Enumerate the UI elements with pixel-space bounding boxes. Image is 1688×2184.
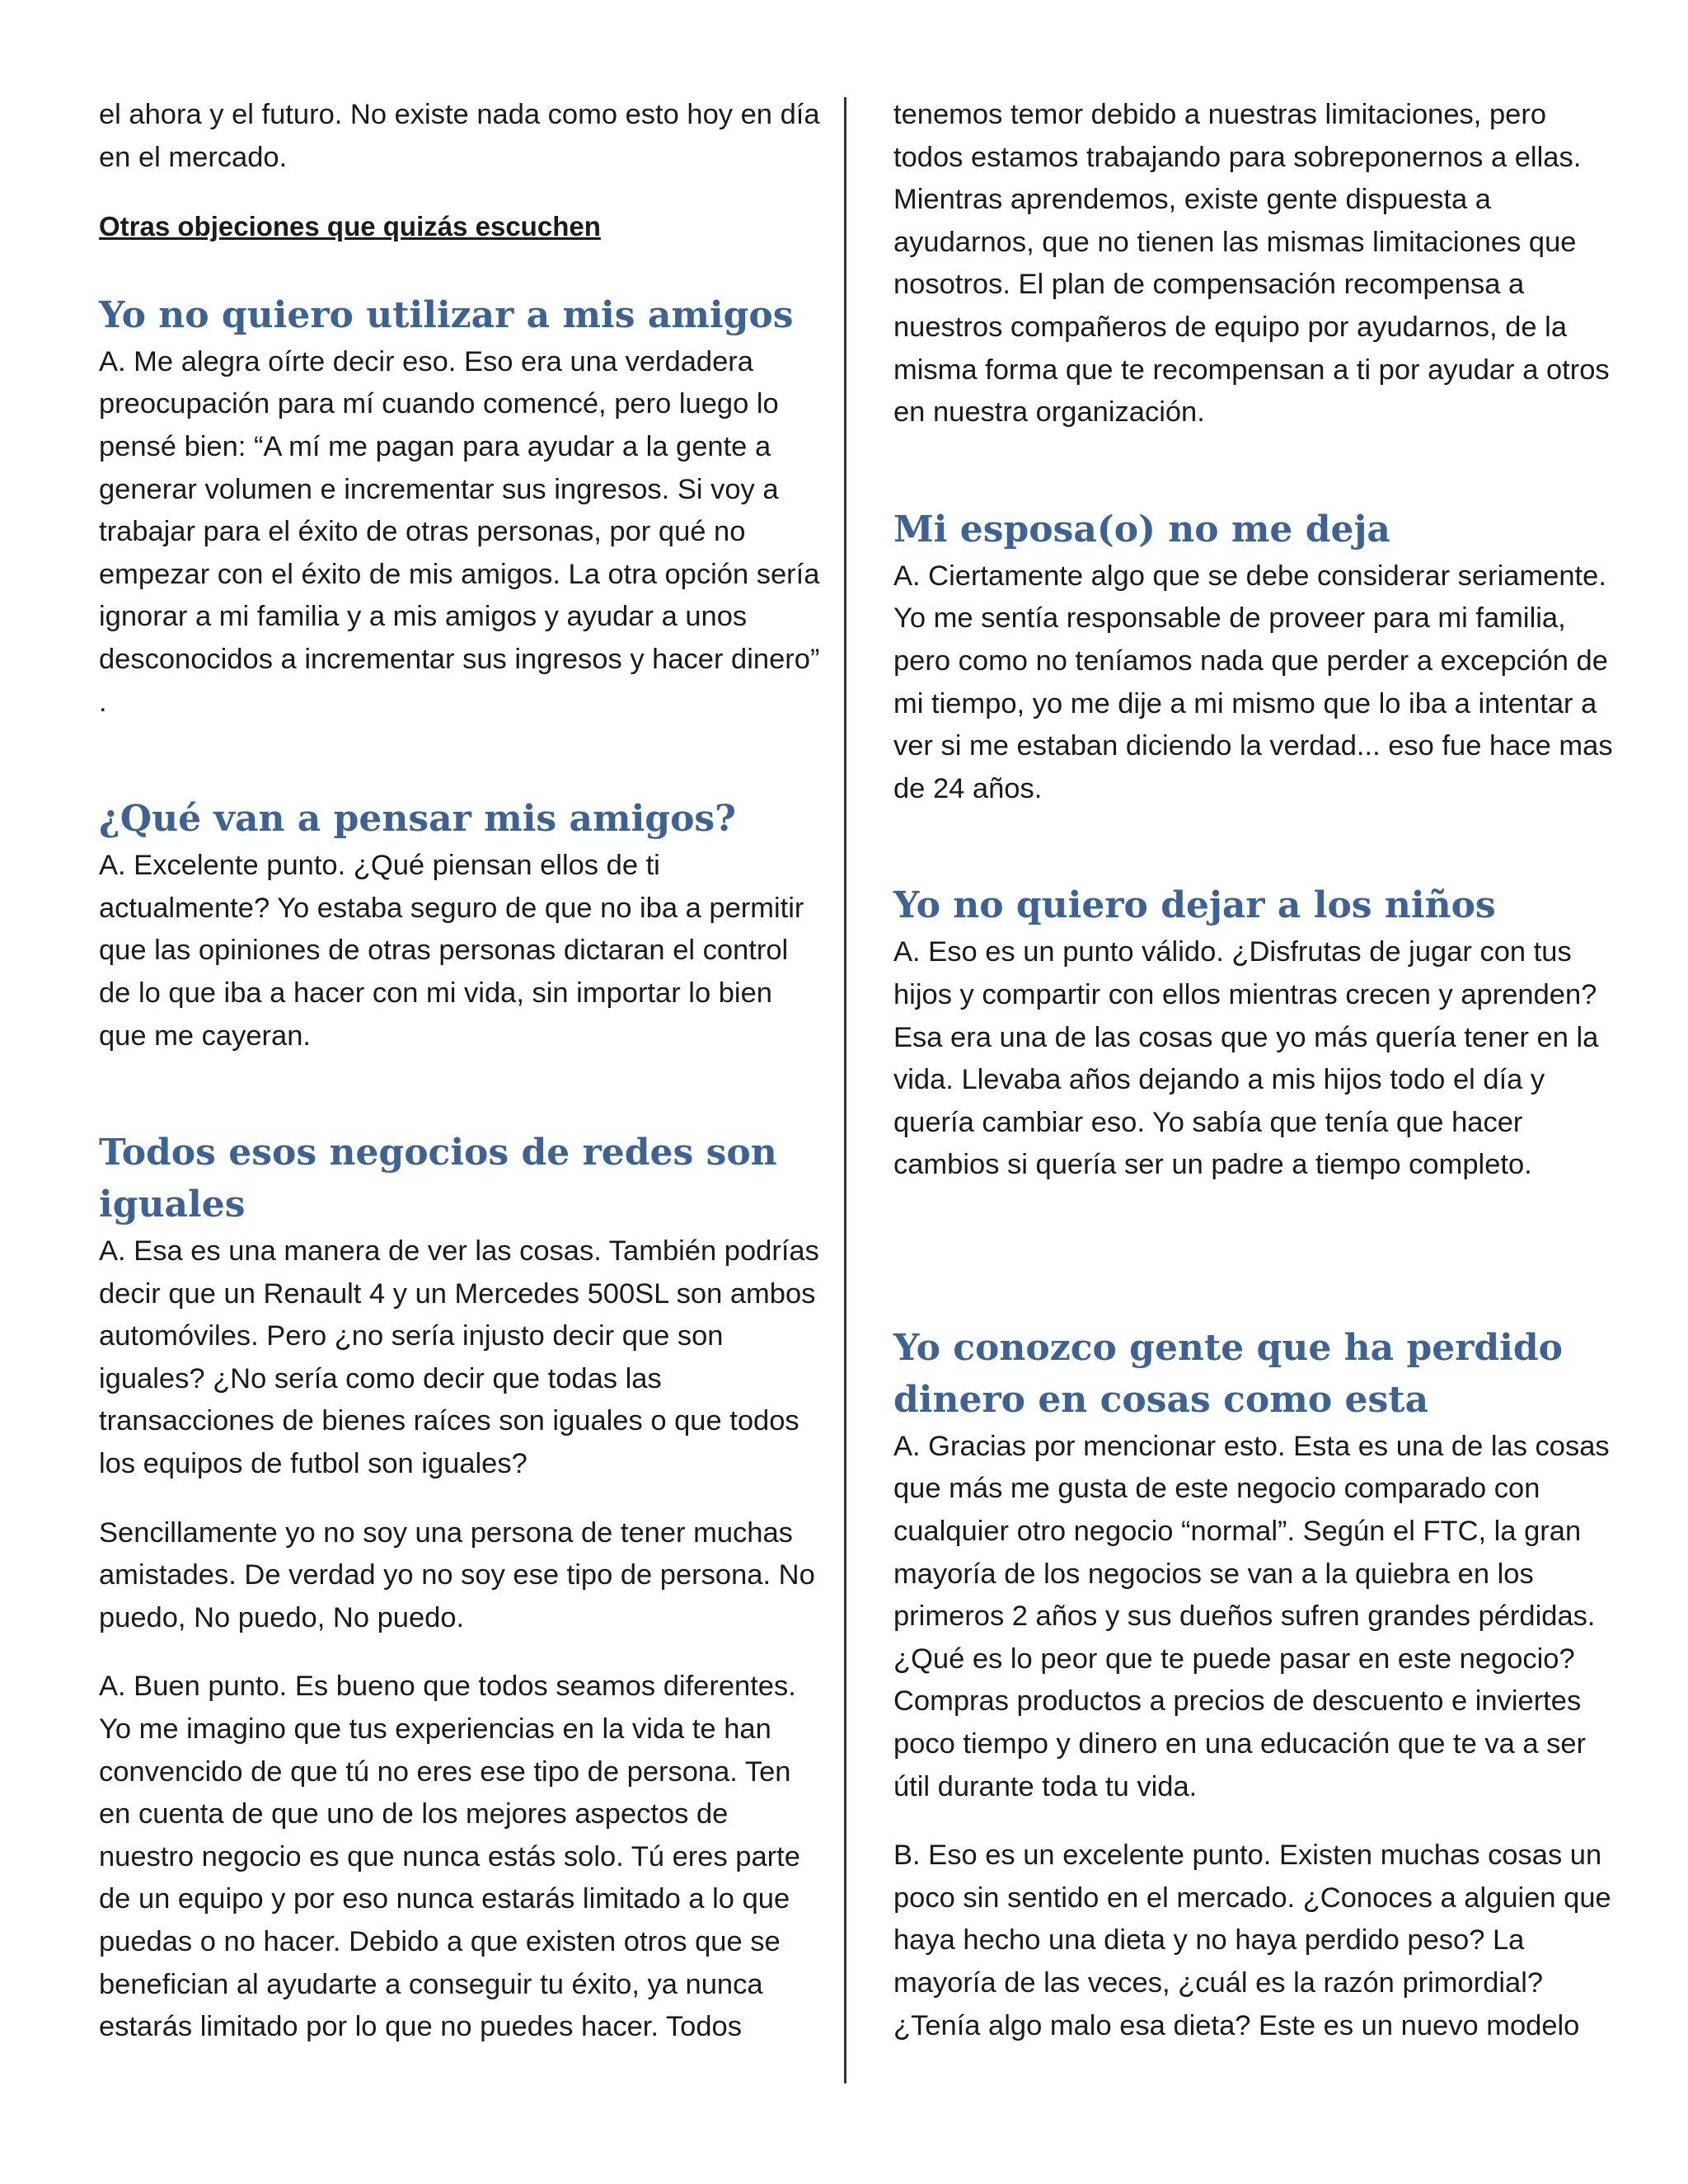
spacer: [893, 1213, 1619, 1322]
section-heading: Mi esposa(o) no me deja: [893, 508, 1390, 551]
section-heading: Yo no quiero utilizar a mis amigos: [99, 293, 794, 336]
objections-subheading: Otras objeciones que quizás escuchen: [99, 211, 601, 242]
section-paragraph: Sencillamente yo no soy una persona de tener muchas amistades. De verdad yo no soy ese tipo de persona. No puedo, No puedo, No puedo.: [99, 1516, 815, 1633]
section-paragraph: A. Gracias por mencionar esto. Esta es una de las cosas que más me gusta de este negocio comparado con cualquier otro negocio “normal”. Según el FTC, la gran mayoría de los negocios se van a la quiebra en los primeros 2 años y sus dueños sufren grandes pérdidas. ¿Qué es lo peor que te puede pasar en este negocio? Compras productos a precios de descuento e inviertes poco tiempo y dinero en una educación que te va a ser útil durante toda tu vida.: [893, 1430, 1610, 1802]
column-divider: [844, 97, 846, 2083]
section-heading: ¿Qué van a pensar mis amigos?: [99, 798, 736, 841]
spacer: [99, 750, 824, 793]
right-column: [893, 94, 1619, 2074]
left-column: [99, 94, 824, 2075]
section-paragraph: A. Buen punto. Es bueno que todos seamos diferentes. Yo me imagino que tus experiencias en la vida te han convencido de que tú no eres ese tipo de persona. Ten en cuenta de que uno de los mejores aspectos de nuestro negocio es que nunca estás solo. Tú eres parte de un equipo y por eso nunca estarás limitado a lo que puedas o no hacer. Debido a que existen otros que se benefician al ayudarte a conseguir tu éxito, ya nunca estarás limitado por lo que no puedes hacer. Todos: [99, 1671, 800, 2043]
intro-paragraph: tenemos temor debido a nuestras limitaciones, pero todos estamos trabajando para sobreponernos a ellas. Mientras aprendemos, existe gente dispuesta a ayudarnos, que no tienen las mismas limitaciones que nosotros. El plan de compensación recompensa a nuestros compañeros de equipo por ayudarnos, de la misma forma que te recompensan a ti por ayudar a otros en nuestra organización.: [893, 99, 1610, 429]
section-paragraph: A. Eso es un punto válido. ¿Disfrutas de jugar con tus hijos y compartir con ellos mientras crecen y aprenden? Esa era una de las cosas que yo más quería tener en la vida. Llevaba años dejando a mis hijos todo el día y quería cambiar eso. Yo sabía que tenía que hacer cambios si quería ser un padre a tiempo completo.: [893, 936, 1599, 1181]
section-heading: Todos esos negocios de redes son iguales: [99, 1132, 777, 1226]
section-paragraph: A. Excelente punto. ¿Qué piensan ellos de ti actualmente? Yo estaba seguro de que no iba a permitir que las opiniones de otras personas dictaran el control de lo que iba a hacer con mi vida, sin importar lo bien que me cayeran.: [99, 850, 804, 1052]
section-paragraph: B. Eso es un excelente punto. Existen muchas cosas un poco sin sentido en el mercado. ¿Conoces a alguien que haya hecho una dieta y no haya perdido peso? La mayoría de las veces, ¿cuál es la razón primordial? ¿Tenía algo malo esa dieta? Este es un nuevo modelo: [893, 1840, 1611, 2041]
intro-paragraph: el ahora y el futuro. No existe nada como esto hoy en día en el mercado.: [99, 99, 820, 173]
section-paragraph: A. Ciertamente algo que se debe considerar seriamente. Yo me sentía responsable de proveer para mi familia, pero como no teníamos nada que perder a excepción de mi tiempo, yo me dije a mi mismo que lo iba a intentar a ver si me estaban diciendo la verdad... eso fue hace mas de 24 años.: [893, 560, 1613, 804]
section-paragraph: A. Me alegra oírte decir eso. Eso era una verdadera preocupación para mí cuando comencé, pero luego lo pensé bien: “A mí me pagan para ayudar a la gente a generar volumen e incrementar sus ingresos. Si voy a trabajar para el éxito de otras personas, por qué no empezar con el éxito de mis amigos. La otra opción sería ignorar a mi familia y a mis amigos y ayudar a unos desconocidos a incrementar sus ingresos y hacer dinero” .: [99, 345, 820, 718]
section-heading: Yo no quiero dejar a los niños: [893, 884, 1496, 927]
section-heading: Yo conozco gente que ha perdido dinero en cosas como esta: [893, 1326, 1563, 1421]
spacer: [99, 1084, 824, 1127]
spacer: [893, 461, 1619, 504]
spacer: [893, 837, 1619, 879]
section-paragraph: A. Esa es una manera de ver las cosas. También podrías decir que un Renault 4 y un Mercedes 500SL son ambos automóviles. Pero ¿no sería injusto decir que son iguales? ¿No sería como decir que todas las transacciones de bienes raíces son iguales o que todos los equipos de futbol son iguales?: [99, 1235, 819, 1480]
